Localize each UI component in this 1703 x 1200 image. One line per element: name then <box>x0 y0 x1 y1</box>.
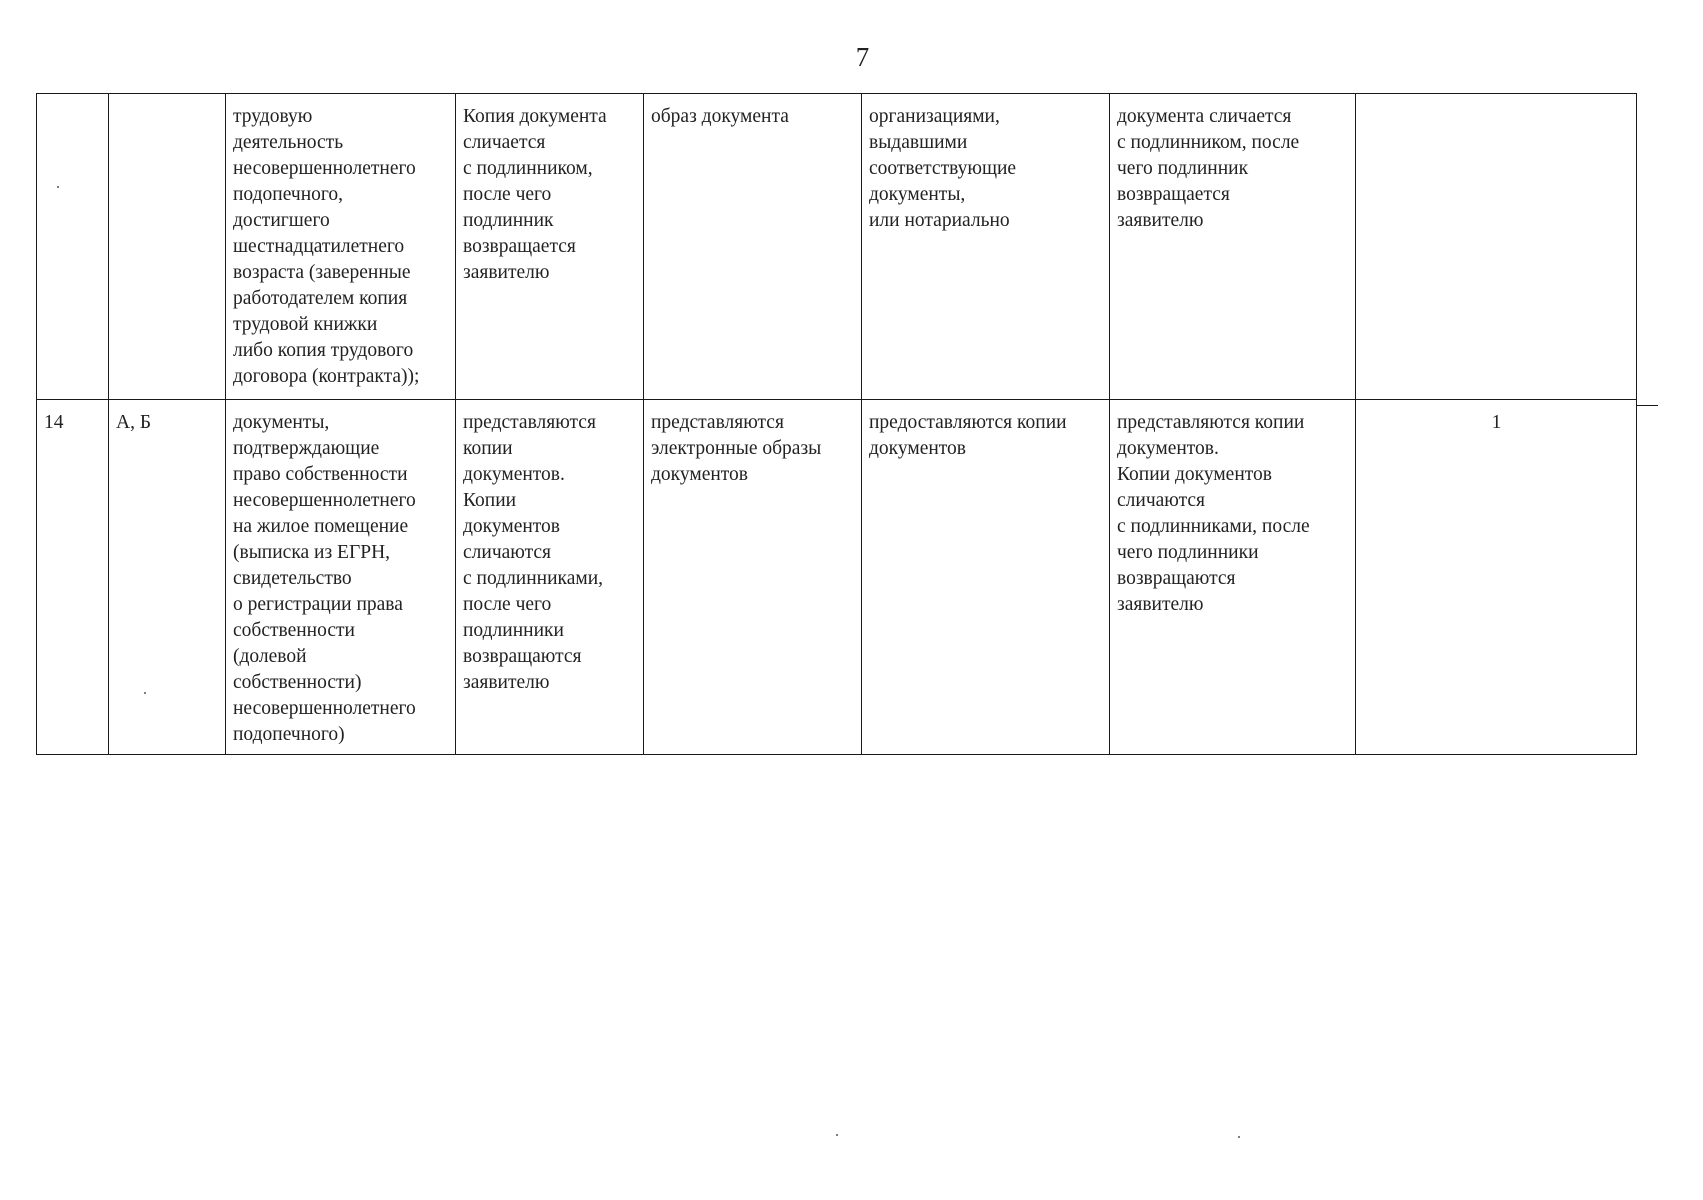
electronic-submission-cell: представляются электронные образы документов <box>644 400 862 755</box>
row-number-cell: 14 <box>37 400 109 755</box>
scan-speck <box>144 692 146 694</box>
document-name-cell: документы, подтверждающие право собственности несовершеннолетнего на жилое помещение (выписка из ЕГРН, свидетельство о регистрации права собственности (долевой собственности) несовершеннолетнего подопечного) <box>226 400 456 755</box>
certification-cell: организациями, выдавшими соответствующие документы, или нотариально <box>862 94 1110 400</box>
scan-speck <box>57 186 59 188</box>
count-cell: 1 <box>1356 400 1637 755</box>
documents-table <box>36 93 1637 755</box>
paper-submission-cell: представляются копии документов. Копии документов сличаются с подлинниками, после чего подлинники возвращаются заявителю <box>456 400 644 755</box>
count-cell <box>1356 94 1637 400</box>
certification-cell: предоставляются копии документов <box>862 400 1110 755</box>
document-name-cell: трудовую деятельность несовершеннолетнего подопечного, достигшего шестнадцатилетнего возраста (заверенные работодателем копия трудовой книжки либо копия трудового договора (контракта)); <box>226 94 456 400</box>
page-number: 7 <box>855 42 870 72</box>
mfc-submission-cell: представляются копии документов. Копии документов сличаются с подлинниками, после чего подлинники возвращаются заявителю <box>1110 400 1356 755</box>
table-row <box>37 94 1637 400</box>
table-row <box>37 400 1637 755</box>
scan-speck <box>1238 1136 1240 1138</box>
scan-speck <box>836 1134 838 1136</box>
electronic-submission-cell: образ документа <box>644 94 862 400</box>
row-number-cell <box>37 94 109 400</box>
table-border-overhang <box>1636 405 1658 406</box>
paper-submission-cell: Копия документа сличается с подлинником, после чего подлинник возвращается заявителю <box>456 94 644 400</box>
applicant-category-cell <box>109 94 226 400</box>
mfc-submission-cell: документа сличается с подлинником, после чего подлинник возвращается заявителю <box>1110 94 1356 400</box>
applicant-category-cell: А, Б <box>109 400 226 755</box>
